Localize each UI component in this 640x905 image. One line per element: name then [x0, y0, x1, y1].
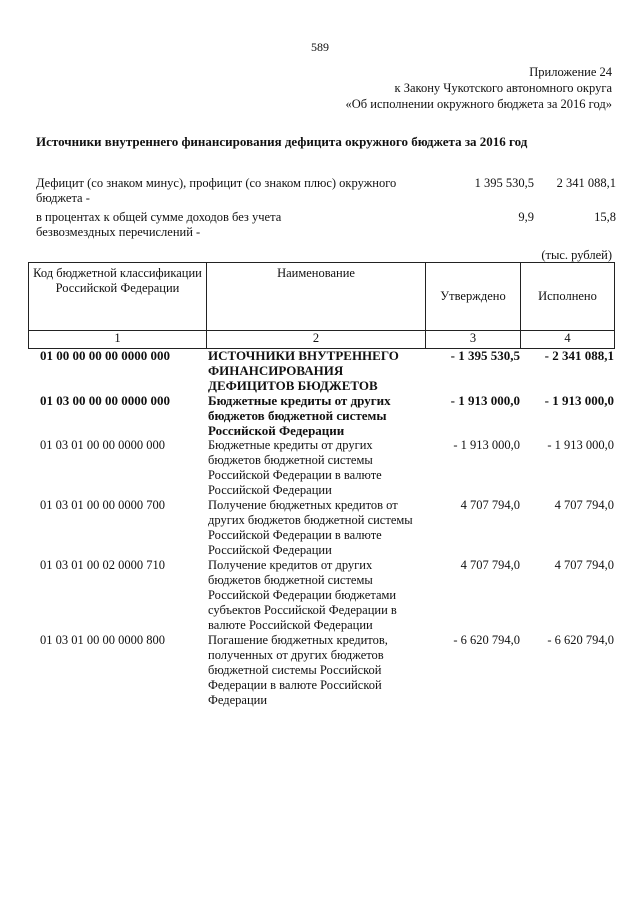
summary-executed: 15,8	[594, 210, 616, 224]
row-approved: - 1 395 530,5	[450, 348, 520, 363]
appendix-line-2: к Закону Чукотского автономного округа	[394, 81, 612, 95]
table-body	[28, 348, 614, 708]
column-number: 3	[426, 331, 521, 349]
summary-deficit	[36, 176, 616, 210]
table-row	[28, 633, 614, 708]
units-label: (тыс. рублей)	[541, 248, 612, 262]
row-code: 01 00 00 00 00 0000 000	[40, 348, 170, 363]
row-name: Получение кредитов от других бюджетов бюджетной системы Российской Федерации бюджетами субъектов Российской Федерации в валюте Российской Федерации	[208, 558, 397, 632]
header-name: Наименование	[207, 263, 426, 331]
page-number: 589	[311, 40, 329, 54]
table-row	[28, 348, 614, 393]
column-number: 4	[521, 331, 615, 349]
column-number: 2	[207, 331, 426, 349]
summary-label: Дефицит (со знаком минус), профицит (со знаком плюс) окружного бюджета -	[36, 176, 397, 205]
row-code: 01 03 01 00 00 0000 800	[40, 633, 165, 647]
row-code: 01 03 01 00 00 0000 700	[40, 498, 165, 512]
row-executed: - 2 341 088,1	[544, 348, 614, 363]
row-executed: 4 707 794,0	[554, 558, 614, 572]
table-row	[28, 438, 614, 498]
appendix-line-3: «Об исполнении окружного бюджета за 2016 год»	[345, 97, 612, 111]
row-name: Бюджетные кредиты от других бюджетов бюджетной системы Российской Федерации в валюте Российской Федерации	[208, 438, 382, 497]
row-executed: - 1 913 000,0	[544, 393, 614, 408]
row-approved: - 1 913 000,0	[450, 393, 520, 408]
summary-label: в процентах к общей сумме доходов без учета безвозмездных перечислений -	[36, 210, 282, 239]
table-row	[28, 498, 614, 558]
table-header	[28, 262, 615, 349]
row-code: 01 03 01 00 02 0000 710	[40, 558, 165, 572]
summary-percent	[36, 210, 616, 244]
row-approved: - 1 913 000,0	[453, 438, 520, 452]
row-executed: - 1 913 000,0	[547, 438, 614, 452]
appendix-header	[346, 64, 613, 112]
appendix-line-1: Приложение 24	[529, 65, 612, 79]
header-approved: Утверждено	[426, 263, 521, 331]
row-code: 01 03 01 00 00 0000 000	[40, 438, 165, 452]
row-code: 01 03 00 00 00 0000 000	[40, 393, 170, 408]
row-executed: 4 707 794,0	[554, 498, 614, 512]
column-number: 1	[29, 331, 207, 349]
row-name: Бюджетные кредиты от других бюджетов бюджетной системы Российской Федерации	[208, 393, 391, 438]
header-code: Код бюджетной классификации Российской Федерации	[29, 263, 207, 331]
row-approved: - 6 620 794,0	[453, 633, 520, 647]
header-executed: Исполнено	[521, 263, 615, 331]
summary-approved: 1 395 530,5	[474, 176, 534, 190]
row-approved: 4 707 794,0	[460, 558, 520, 572]
row-name: Погашение бюджетных кредитов, полученных от других бюджетов бюджетной системы Российской Федерации в валюте Российской Федерации	[208, 633, 388, 707]
document-title: Источники внутреннего финансирования дефицита окружного бюджета за 2016 год	[36, 134, 528, 149]
summary-executed: 2 341 088,1	[556, 176, 616, 190]
row-name: ИСТОЧНИКИ ВНУТРЕННЕГО ФИНАНСИРОВАНИЯ ДЕФИЦИТОВ БЮДЖЕТОВ	[208, 348, 399, 393]
summary-approved: 9,9	[518, 210, 534, 224]
table-row	[28, 393, 614, 438]
row-name: Получение бюджетных кредитов от других бюджетов бюджетной системы Российской Федерации в валюте Российской Федерации	[208, 498, 413, 557]
row-approved: 4 707 794,0	[460, 498, 520, 512]
table-row	[28, 558, 614, 633]
row-executed: - 6 620 794,0	[547, 633, 614, 647]
